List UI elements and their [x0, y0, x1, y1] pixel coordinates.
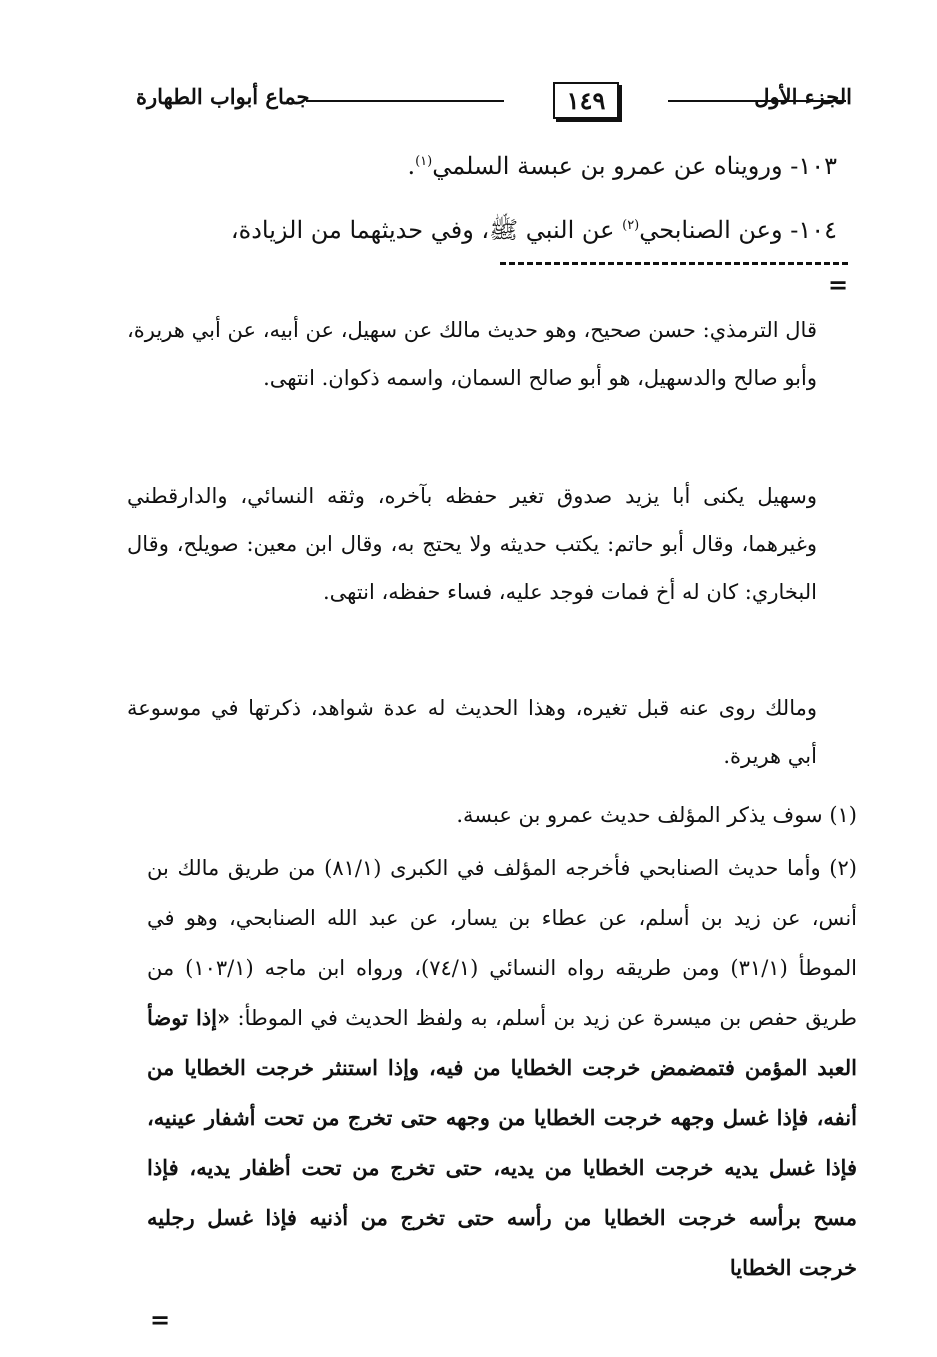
- page-number: ١٤٩: [553, 82, 620, 119]
- commentary-paragraph: قال الترمذي: حسن صحيح، وهو حديث مالك عن سهيل، عن أبيه، عن أبي هريرة، وأبو صالح والدسهيل، هو أبو صالح السمان، واسمه ذكوان. انتهى.: [127, 318, 817, 390]
- hadith-104-text-a: ١٠٤- وعن الصنابحي: [639, 216, 837, 244]
- commentary-paragraph: وسهيل يكنى أبا يزيد صدوق تغير حفظه بآخره، وثقه النسائي، والدارقطني وغيرهما، وقال أبو حاتم: يكتب حديثه ولا يحتج به، وقال ابن معين: صويلح، وقال البخاري: كان له أخ فمات فوجد عليه، فساء حفظه، انتهى.: [127, 484, 817, 604]
- header-rule-left: [306, 100, 504, 102]
- header-rule-right: [668, 100, 846, 102]
- continuation-mark-top: =: [828, 270, 849, 299]
- chapter-title: جماع أبواب الطهارة: [136, 84, 310, 109]
- continuation-mark-bottom: =: [150, 1305, 171, 1334]
- volume-title: الجزء الأول: [754, 84, 852, 109]
- hadith-103: [407, 152, 837, 180]
- hadith-104-text-b: عن النبي ﷺ، وفي حديثهما من الزيادة،: [230, 216, 623, 244]
- footnote-1: (١) سوف يذكر المؤلف حديث عمرو بن عبسة.: [456, 803, 857, 827]
- section-divider: [500, 262, 848, 265]
- footnote-2-quote: «إذا توضأ العبد المؤمن فتمضمض خرجت الخطايا من فيه، وإذا استنثر خرجت الخطايا من أنفه، فإذا غسل وجهه خرجت الخطايا من وجهه حتى تخرج من تحت أشفار عينيه، فإذا غسل يديه خرجت الخطايا من يديه، حتى تخرج من تحت أظفار يديه، فإذا مسح برأسه خرجت الخطايا من رأسه حتى تخرج من أذنيه فإذا غسل رجليه خرجت الخطايا: [147, 1005, 857, 1280]
- footnote-2: [147, 843, 857, 1293]
- page-header: [136, 72, 852, 128]
- commentary-paragraph: ومالك روى عنه قبل تغيره، وهذا الحديث له عدة شواهد، ذكرتها في موسوعة أبي هريرة.: [127, 696, 817, 768]
- hadith-104: [231, 215, 837, 250]
- page-number-box: [504, 78, 668, 122]
- footnote-ref-1: (١): [415, 154, 433, 169]
- footnote-2-text: (٢) وأما حديث الصنابحي فأخرجه المؤلف في الكبرى (٨١/١) من طريق مالك بن أنس، عن زيد بن أسلم، عن عطاء بن يسار، عن عبد الله الصنابحي، وهو في الموطأ (٣١/١) ومن طريقه رواه النسائي (٧٤/١)، ورواه ابن ماجه (١٠٣/١) من طريق حفص بن ميسرة عن زيد بن أسلم، به ولفظ الحديث في الموطأ:: [147, 856, 858, 1030]
- hadith-103-text: ١٠٣- ورويناه عن عمرو بن عبسة السلمي: [432, 152, 837, 180]
- hadith-103-end: .: [407, 152, 416, 180]
- footnote-ref-2: (٢): [622, 218, 640, 233]
